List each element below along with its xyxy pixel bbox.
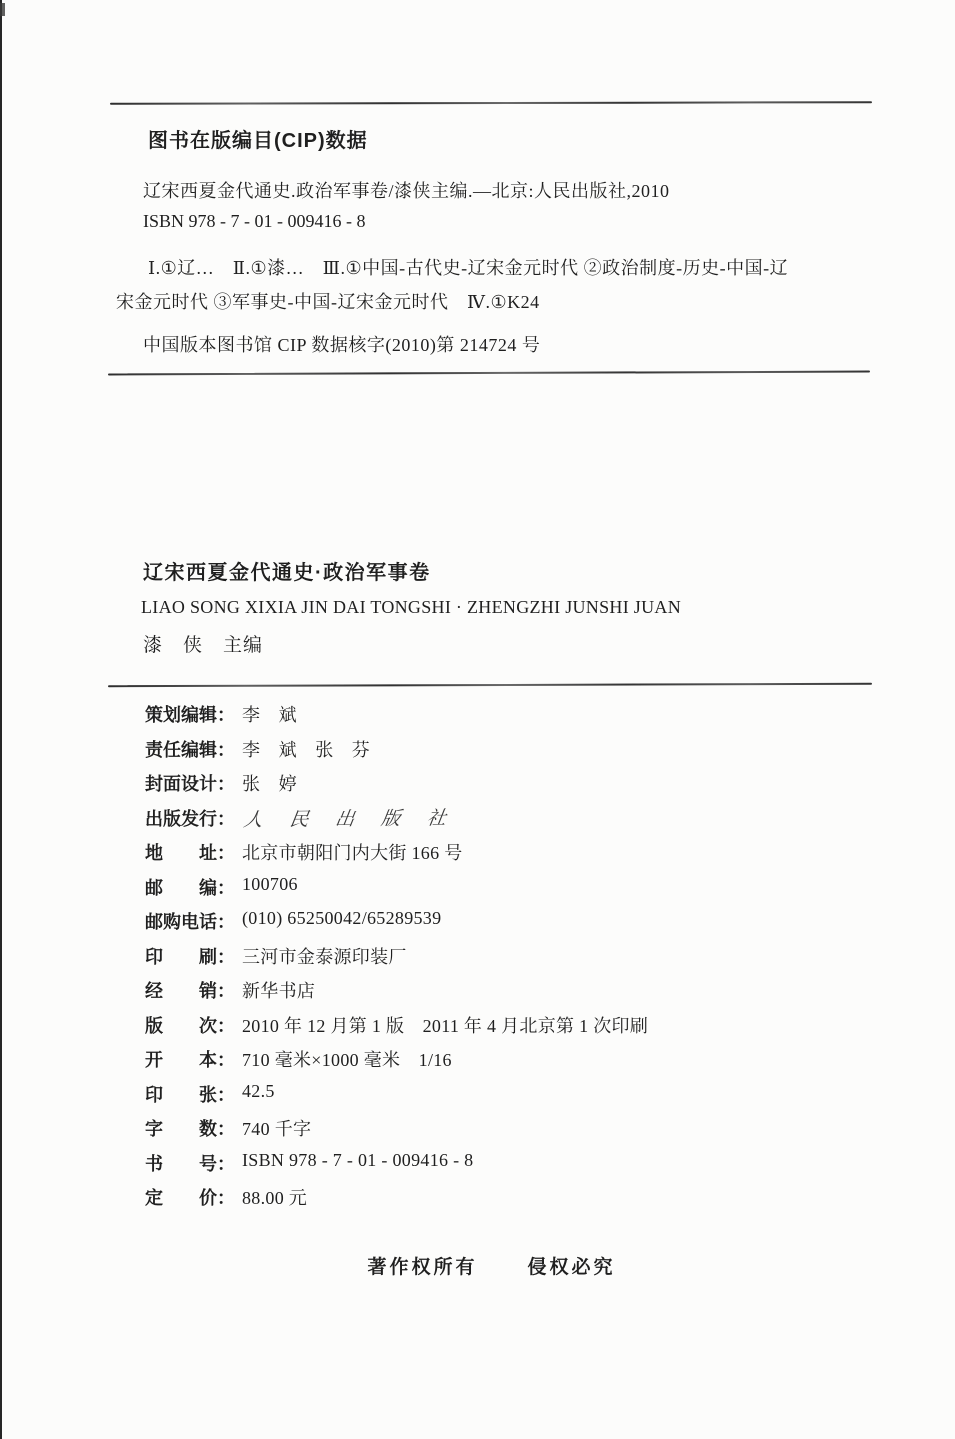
pub-colon: ： <box>217 739 235 760</box>
pub-row-format <box>145 1046 648 1081</box>
pub-value: 88.00 元 <box>242 1188 308 1208</box>
pub-row-printer <box>145 943 648 978</box>
pub-label: 策划编辑 <box>145 705 217 725</box>
scan-edge-line <box>0 0 2 1439</box>
pub-row-planning-editor <box>145 701 648 736</box>
pub-label: 邮购电话 <box>145 912 217 932</box>
copyright-notice <box>0 1252 955 1279</box>
copyright-notice-right: 侵权必究 <box>527 1257 616 1278</box>
pub-colon: ： <box>217 912 235 932</box>
pub-label: 出版发行 <box>145 808 217 829</box>
book-editor-line: 漆 侠 主编 <box>143 635 264 656</box>
pub-label: 书 号 <box>145 1153 217 1174</box>
pub-row-responsible-editor <box>145 736 648 771</box>
pub-colon: ： <box>217 877 235 898</box>
pub-value: ISBN 978 - 7 - 01 - 009416 - 8 <box>242 1149 474 1170</box>
pub-row-postcode <box>145 874 648 909</box>
pub-label: 封面设计 <box>145 774 217 794</box>
pub-label: 责任编辑 <box>145 739 217 760</box>
pub-label: 经 销 <box>145 981 217 1001</box>
pub-label: 字 数 <box>145 1119 217 1139</box>
pub-value: 李 斌 张 芬 <box>242 739 371 760</box>
publication-details <box>145 701 648 1219</box>
cip-isbn-line: ISBN 978 - 7 - 01 - 009416 - 8 <box>143 211 366 231</box>
pub-value: 李 斌 <box>242 705 297 725</box>
pub-value: 三河市金泰源印装厂 <box>242 946 407 967</box>
cip-bottom-rule <box>108 371 870 376</box>
pub-colon: ： <box>217 774 235 794</box>
copyright-notice-left: 著作权所有 <box>367 1257 478 1278</box>
book-title: 辽宋西夏金代通史·政治军事卷 <box>143 562 431 584</box>
cip-heading: 图书在版编目(CIP)数据 <box>148 130 368 152</box>
pub-label: 印 刷 <box>145 946 217 967</box>
pub-colon: ： <box>217 1153 235 1174</box>
top-rule <box>110 101 872 105</box>
pub-colon: ： <box>217 946 235 967</box>
pub-colon: ： <box>217 981 235 1001</box>
pub-colon: ： <box>217 1188 235 1208</box>
pub-value: 2010 年 12 月第 1 版 2011 年 4 月北京第 1 次印刷 <box>242 1015 649 1036</box>
title-bottom-rule <box>108 683 872 687</box>
pub-row-book-number <box>145 1150 648 1185</box>
pub-label: 地 址 <box>145 843 217 863</box>
pub-value: 北京市朝阳门内大街 166 号 <box>242 843 463 863</box>
pub-value: (010) 65250042/65289539 <box>242 908 442 928</box>
pub-label: 版 次 <box>145 1015 217 1036</box>
pub-row-printed-sheets <box>145 1081 648 1116</box>
pub-row-price <box>145 1184 648 1219</box>
pub-value: 新华书店 <box>242 981 316 1001</box>
pub-value: 张 婷 <box>242 774 297 794</box>
pub-row-cover-design <box>145 770 648 805</box>
pub-colon: ： <box>217 843 235 863</box>
cip-classification-line-2: 宋金元时代 ③军事史-中国-辽宋金元时代 Ⅳ.①K24 <box>116 292 540 312</box>
pub-value: 100706 <box>242 873 298 894</box>
pub-row-word-count <box>145 1115 648 1150</box>
pub-colon: ： <box>217 1119 235 1139</box>
pub-row-edition <box>145 1012 648 1047</box>
pub-colon: ： <box>217 705 235 725</box>
pub-colon: ： <box>217 808 235 829</box>
pub-row-distributor <box>145 977 648 1012</box>
pub-label: 定 价 <box>145 1188 217 1208</box>
cip-record-line: 辽宋西夏金代通史.政治军事卷/漆侠主编.—北京:人民出版社,2010 <box>143 181 670 201</box>
pub-row-address <box>145 839 648 874</box>
pub-value: 42.5 <box>242 1080 275 1101</box>
pub-colon: ： <box>217 1050 235 1070</box>
book-title-pinyin: LIAO SONG XIXIA JIN DAI TONGSHI · ZHENGZHI JUNSHI JUAN <box>141 597 682 617</box>
cip-classification-line-1: Ⅰ.①辽… Ⅱ.①漆… Ⅲ.①中国-古代史-辽宋金元时代 ②政治制度-历史-中国-辽 <box>148 258 789 278</box>
pub-value: 710 毫米×1000 毫米 1/16 <box>242 1050 452 1070</box>
pub-row-mail-order-phone <box>145 908 648 943</box>
scan-corner-mark <box>0 3 5 16</box>
pub-label: 印 张 <box>145 1084 217 1105</box>
pub-label: 邮 编 <box>145 877 217 898</box>
pub-label: 开 本 <box>145 1050 217 1070</box>
cip-verification-line: 中国版本图书馆 CIP 数据核字(2010)第 214724 号 <box>143 335 541 355</box>
pub-colon: ： <box>217 1015 235 1036</box>
pub-row-publisher <box>145 805 648 840</box>
pub-value: 740 千字 <box>242 1119 312 1139</box>
pub-colon: ： <box>217 1084 235 1105</box>
publisher-signature: 人 民 出 版 社 <box>242 807 459 831</box>
